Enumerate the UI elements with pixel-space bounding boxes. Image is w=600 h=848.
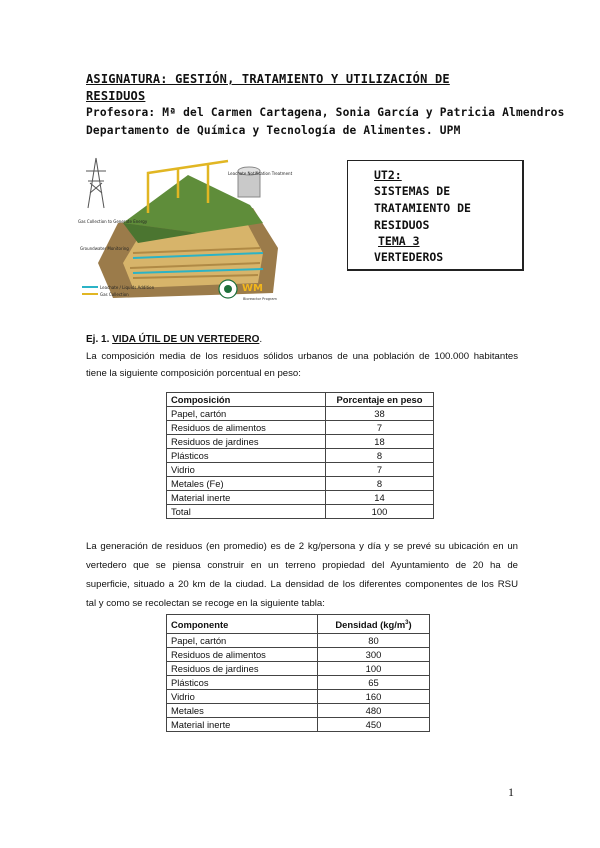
subject-title-line2: RESIDUOS <box>86 89 146 103</box>
gas-collection-label: Gas Collection to Generate Energy <box>78 219 148 224</box>
table-row <box>167 449 434 463</box>
table-cell: Vidrio <box>167 463 326 477</box>
table-cell: 160 <box>318 690 430 704</box>
table-cell: Papel, cartón <box>167 634 318 648</box>
composition-table <box>166 392 434 519</box>
table-cell: 18 <box>326 435 434 449</box>
table-cell: Vidrio <box>167 690 318 704</box>
landfill-illustration <box>78 153 293 303</box>
exercise-label: Ej. 1. <box>86 334 110 345</box>
groundwater-label: Groundwater Monitoring <box>80 246 129 251</box>
table-cell: Papel, cartón <box>167 407 326 421</box>
table-header-row <box>167 393 434 407</box>
paragraph-2-line4: tal y como se recolectan se recoge en la siguiente tabla: <box>86 598 325 609</box>
table-cell: 480 <box>318 704 430 718</box>
table-cell: 100 <box>326 505 434 519</box>
table-row <box>167 648 430 662</box>
table-cell: Residuos de jardines <box>167 435 326 449</box>
table-cell: 100 <box>318 662 430 676</box>
table-header: Porcentaje en peso <box>326 393 434 407</box>
table-row <box>167 676 430 690</box>
topic-label: TEMA 3 <box>378 234 420 248</box>
unit-title-line2: TRATAMIENTO DE <box>374 201 471 215</box>
table-row <box>167 505 434 519</box>
table-cell: 8 <box>326 477 434 491</box>
paragraph-1-line1: La composición media de los residuos sólidos urbanos de una población de 100.000 habitantes <box>86 351 518 362</box>
table-row <box>167 407 434 421</box>
legend-leachate: Leachate / Liquids Addition <box>100 285 155 290</box>
table-cell: 80 <box>318 634 430 648</box>
exercise-title: VIDA ÚTIL DE UN VERTEDERO <box>112 334 260 345</box>
table-cell: 450 <box>318 718 430 732</box>
table-row <box>167 634 430 648</box>
table-header: Composición <box>167 393 326 407</box>
table-cell: 14 <box>326 491 434 505</box>
density-table <box>166 614 430 732</box>
table-cell: 65 <box>318 676 430 690</box>
paragraph-2-line2: vertedero que se piensa construir en un terreno propiedad del Ayuntamiento de 20 ha de <box>86 560 518 571</box>
topic-title: VERTEDEROS <box>374 250 444 264</box>
table-cell: Residuos de alimentos <box>167 648 318 662</box>
table-cell: Plásticos <box>167 676 318 690</box>
table-header-row <box>167 615 430 634</box>
table-row <box>167 662 430 676</box>
unit-box <box>347 160 524 271</box>
table-row <box>167 435 434 449</box>
exercise-heading: Ej. 1. VIDA ÚTIL DE UN VERTEDERO. <box>86 334 263 345</box>
paragraph-1-line2: tiene la siguiente composición porcentual en peso: <box>86 368 301 379</box>
table-header: Componente <box>167 615 318 634</box>
table-cell: Residuos de jardines <box>167 662 318 676</box>
unit-label: UT2: <box>374 168 402 182</box>
professors: Profesora: Mª del Carmen Cartagena, Sonia García y Patricia Almendros <box>86 106 565 119</box>
table-cell: 8 <box>326 449 434 463</box>
table-cell: Material inerte <box>167 718 318 732</box>
subject-title-line1: ASIGNATURA: GESTIÓN, TRATAMIENTO Y UTILIZACIÓN DE <box>86 72 450 86</box>
table-row <box>167 477 434 491</box>
unit-title-line3: RESIDUOS <box>374 218 430 232</box>
table-cell: Metales (Fe) <box>167 477 326 491</box>
table-cell: Metales <box>167 704 318 718</box>
page-number: 1 <box>508 785 514 799</box>
table-header: Densidad $(kg/m^3)$ <box>318 615 430 634</box>
table-row <box>167 718 430 732</box>
table-cell: Residuos de alimentos <box>167 421 326 435</box>
paragraph-2-line1: La generación de residuos (en promedio) es de 2 kg/persona y día y se prevé su ubicación en un <box>86 541 518 552</box>
table-row <box>167 421 434 435</box>
table-cell: Material inerte <box>167 491 326 505</box>
table-row <box>167 491 434 505</box>
wm-logo-sub: Bioreactor Program <box>243 297 277 301</box>
table-row <box>167 704 430 718</box>
table-cell: 7 <box>326 463 434 477</box>
table-cell: 300 <box>318 648 430 662</box>
table-row <box>167 690 430 704</box>
legend-gas: Gas Collection <box>100 292 129 297</box>
leachate-label: Leachate Notification Treatment <box>228 171 293 176</box>
table-cell: Plásticos <box>167 449 326 463</box>
department: Departamento de Química y Tecnología de Alimentes. UPM <box>86 124 461 137</box>
table-row <box>167 463 434 477</box>
paragraph-2-line3: superficie, situado a 20 km de la ciudad. La densidad de los diferentes componentes de los RSU <box>86 579 518 590</box>
table-cell: Total <box>167 505 326 519</box>
wm-logo: WM <box>242 283 263 294</box>
unit-title-line1: SISTEMAS DE <box>374 184 451 198</box>
table-cell: 38 <box>326 407 434 421</box>
table-cell: 7 <box>326 421 434 435</box>
